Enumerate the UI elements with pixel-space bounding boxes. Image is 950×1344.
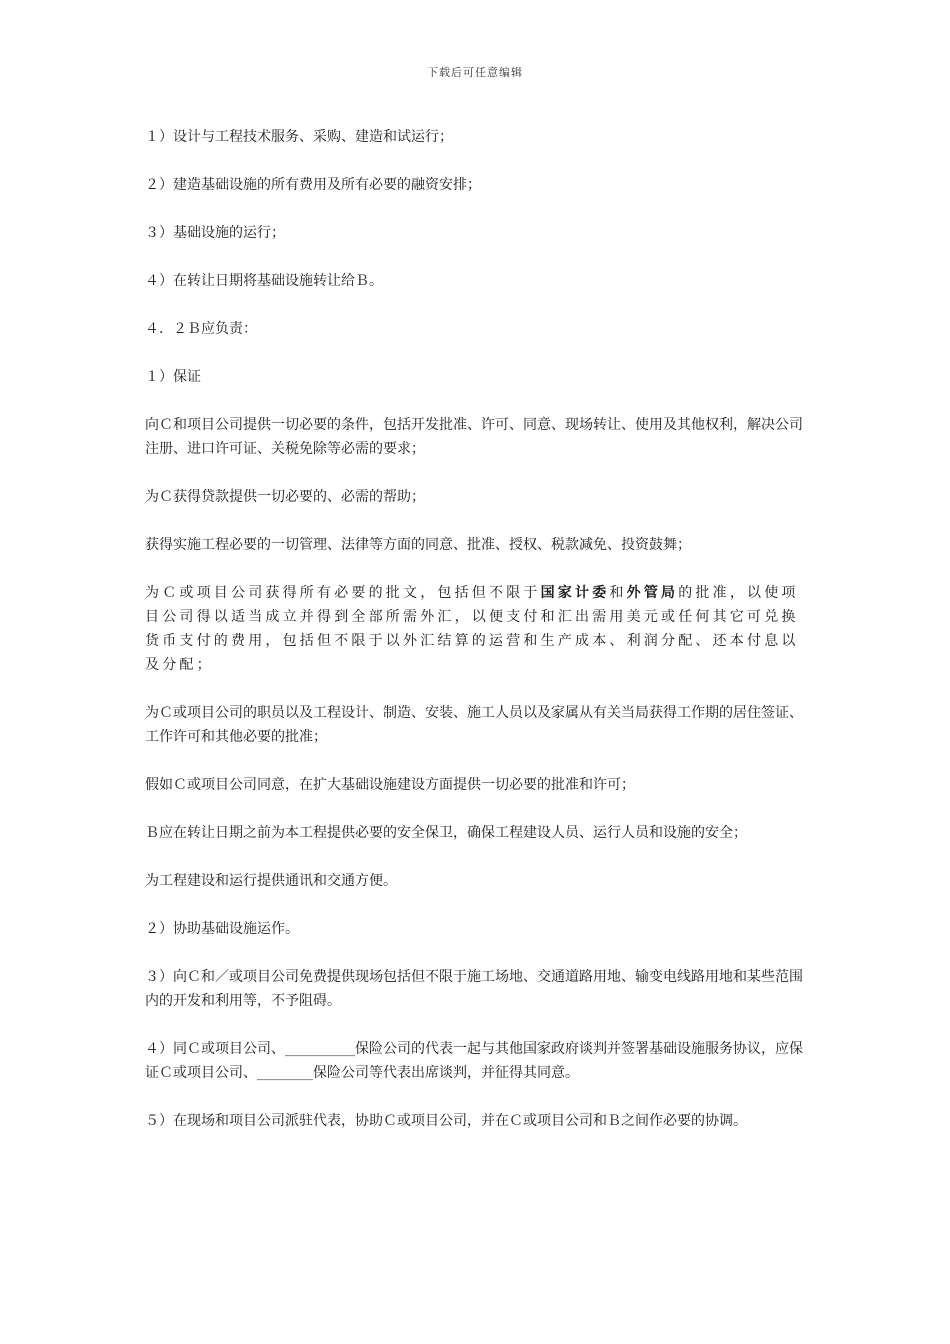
- clause-paragraph: ４）同Ｃ或项目公司、__________保险公司的代表一起与其他国家政府谈判并签署基础设施服务协议，应保证Ｃ或项目公司、________保险公司等代表出席谈判，并征得其同意。: [145, 1041, 803, 1081]
- clause-paragraph: 获得实施工程必要的一切管理、法律等方面的同意、批准、授权、税款减免、投资鼓舞；: [145, 537, 691, 553]
- clause-paragraph: 为Ｃ或项目公司的职员以及工程设计、制造、安装、施工人员以及家属从有关当局获得工作期的居住签证、工作许可和其他必要的批准；: [145, 705, 803, 745]
- agency-name-forex-administration: 外管局: [626, 585, 679, 601]
- clause-paragraph: 为工程建设和运行提供通讯和交通方便。: [145, 873, 397, 889]
- clause-paragraph: 向Ｃ和项目公司提供一切必要的条件，包括开发批准、许可、同意、现场转让、使用及其他权利，解决公司注册、进口许可证、关税免除等必需的要求；: [145, 417, 803, 457]
- page-header: 下载后可任意编辑: [427, 66, 523, 79]
- clause-paragraph: ３）向Ｃ和／或项目公司免费提供现场包括但不限于施工场地、交通道路用地、输变电线路用地和某些范围内的开发和利用等，不予阻碍。: [145, 969, 803, 1009]
- approval-text-end: 的批准，以使项目公司得以适当成立并得到全部所需外汇，以便支付和汇出需用美元或任何其它可兑换货币支付的费用，包括但不限于以外汇结算的运营和生产成本、利润分配、还本付息以及分配；: [145, 585, 799, 673]
- agency-name-planning-commission: 国家计委: [540, 585, 610, 601]
- clause-paragraph: ４）在转让日期将基础设施转让给Ｂ。: [145, 273, 383, 289]
- clause-paragraph: Ｂ应在转让日期之前为本工程提供必要的安全保卫，确保工程建设人员、运行人员和设施的安全；: [145, 825, 747, 841]
- clause-paragraph: 假如Ｃ或项目公司同意，在扩大基础设施建设方面提供一切必要的批准和许可；: [145, 777, 635, 793]
- document-body: [145, 125, 810, 1157]
- approval-paragraph: [145, 581, 810, 677]
- clause-paragraph: １）保证: [145, 369, 201, 385]
- clause-paragraph: ５）在现场和项目公司派驻代表，协助Ｃ或项目公司，并在Ｃ或项目公司和Ｂ之间作必要的协调。: [145, 1113, 747, 1129]
- approval-text-conjunction: 和: [609, 585, 627, 601]
- clause-paragraph: 为Ｃ获得贷款提供一切必要的、必需的帮助；: [145, 489, 425, 505]
- clause-paragraph: ２）协助基础设施运作。: [145, 921, 299, 937]
- clause-paragraph: ３）基础设施的运行；: [145, 225, 285, 241]
- clause-paragraph: １）设计与工程技术服务、采购、建造和试运行；: [145, 129, 453, 145]
- clause-paragraph: ２）建造基础设施的所有费用及所有必要的融资安排；: [145, 177, 481, 193]
- section-heading: ４．２Ｂ应负责：: [145, 321, 257, 337]
- approval-text-start: 为Ｃ或项目公司获得所有必要的批文，包括但不限于: [145, 585, 541, 601]
